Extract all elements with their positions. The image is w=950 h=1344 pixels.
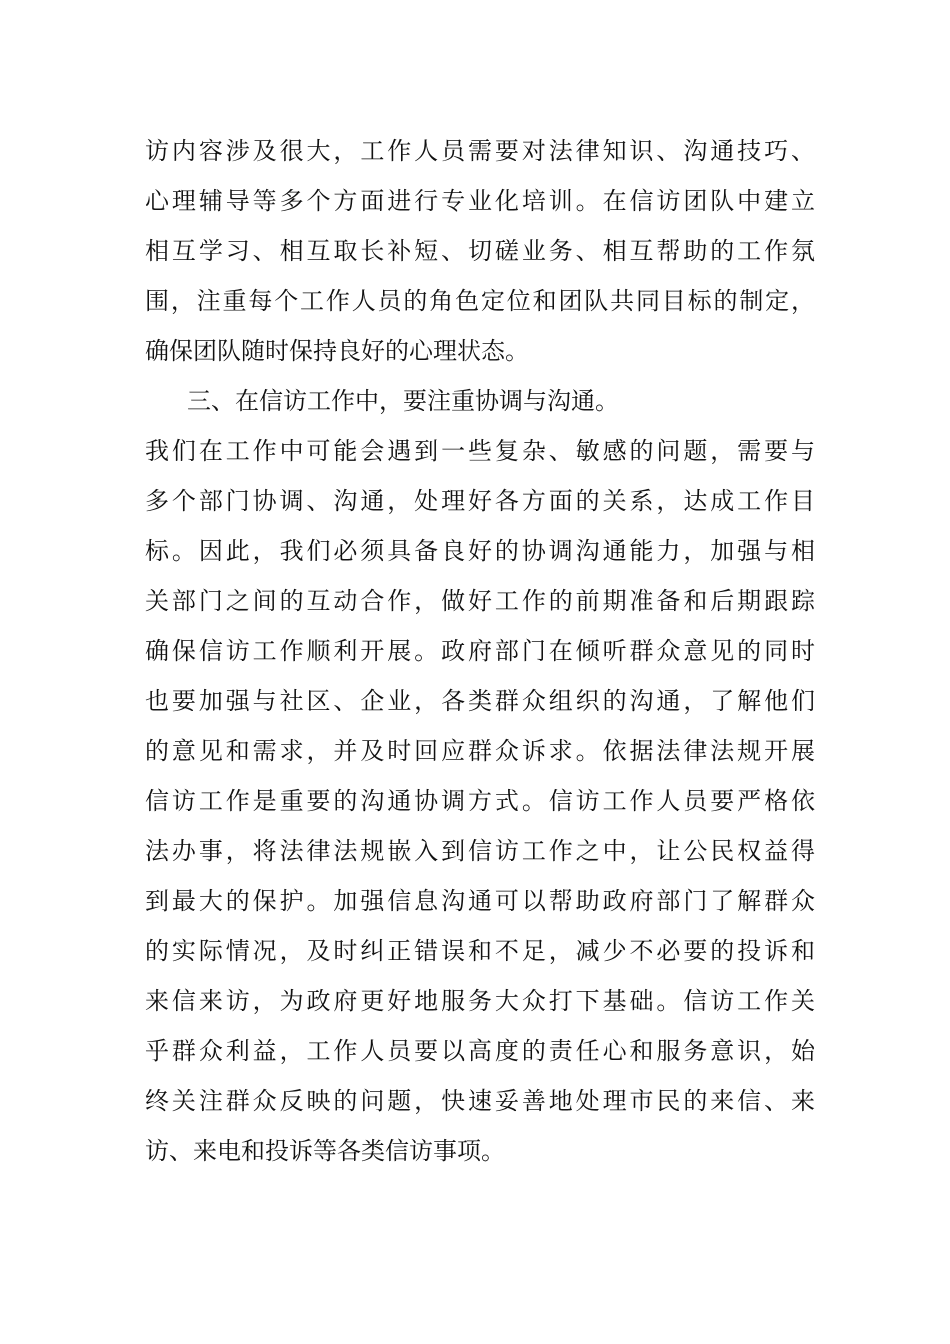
text-line: 心理辅导等多个方面进行专业化培训。在信访团队中建立 xyxy=(145,187,815,215)
text-line: 围，注重每个工作人员的角色定位和团队共同目标的制定， xyxy=(145,287,815,315)
text-line: 关部门之间的互动合作，做好工作的前期准备和后期跟踪 xyxy=(145,587,815,615)
text-line: 访、来电和投诉等各类信访事项。 xyxy=(145,1137,505,1165)
text-line: 法办事，将法律法规嵌入到信访工作之中，让公民权益得 xyxy=(145,837,815,865)
section-heading: 三、在信访工作中，要注重协调与沟通。 xyxy=(187,387,619,415)
text-line: 乎群众利益，工作人员要以高度的责任心和服务意识，始 xyxy=(145,1037,815,1065)
document-body xyxy=(145,126,815,1176)
text-line: 终关注群众反映的问题，快速妥善地处理市民的来信、来 xyxy=(145,1087,815,1115)
text-line: 来信来访，为政府更好地服务大众打下基础。信访工作关 xyxy=(145,987,815,1015)
text-line: 确保团队随时保持良好的心理状态。 xyxy=(145,337,529,365)
text-line: 访内容涉及很大，工作人员需要对法律知识、沟通技巧、 xyxy=(145,137,815,165)
paragraph-team-training xyxy=(145,126,815,376)
text-line: 到最大的保护。加强信息沟通可以帮助政府部门了解群众 xyxy=(145,887,815,915)
text-line: 标。因此，我们必须具备良好的协调沟通能力，加强与相 xyxy=(145,537,815,565)
text-line: 多个部门协调、沟通，处理好各方面的关系，达成工作目 xyxy=(145,487,815,515)
text-line: 的意见和需求，并及时回应群众诉求。依据法律法规开展 xyxy=(145,737,815,765)
text-line: 的实际情况，及时纠正错误和不足，减少不必要的投诉和 xyxy=(145,937,815,965)
text-line: 我们在工作中可能会遇到一些复杂、敏感的问题，需要与 xyxy=(145,437,815,465)
text-line: 相互学习、相互取长补短、切磋业务、相互帮助的工作氛 xyxy=(145,237,815,265)
text-line: 确保信访工作顺利开展。政府部门在倾听群众意见的同时 xyxy=(145,637,815,665)
text-line: 信访工作是重要的沟通协调方式。信访工作人员要严格依 xyxy=(145,787,815,815)
paragraph-coordination xyxy=(145,426,815,1176)
text-line: 也要加强与社区、企业，各类群众组织的沟通，了解他们 xyxy=(145,687,815,715)
